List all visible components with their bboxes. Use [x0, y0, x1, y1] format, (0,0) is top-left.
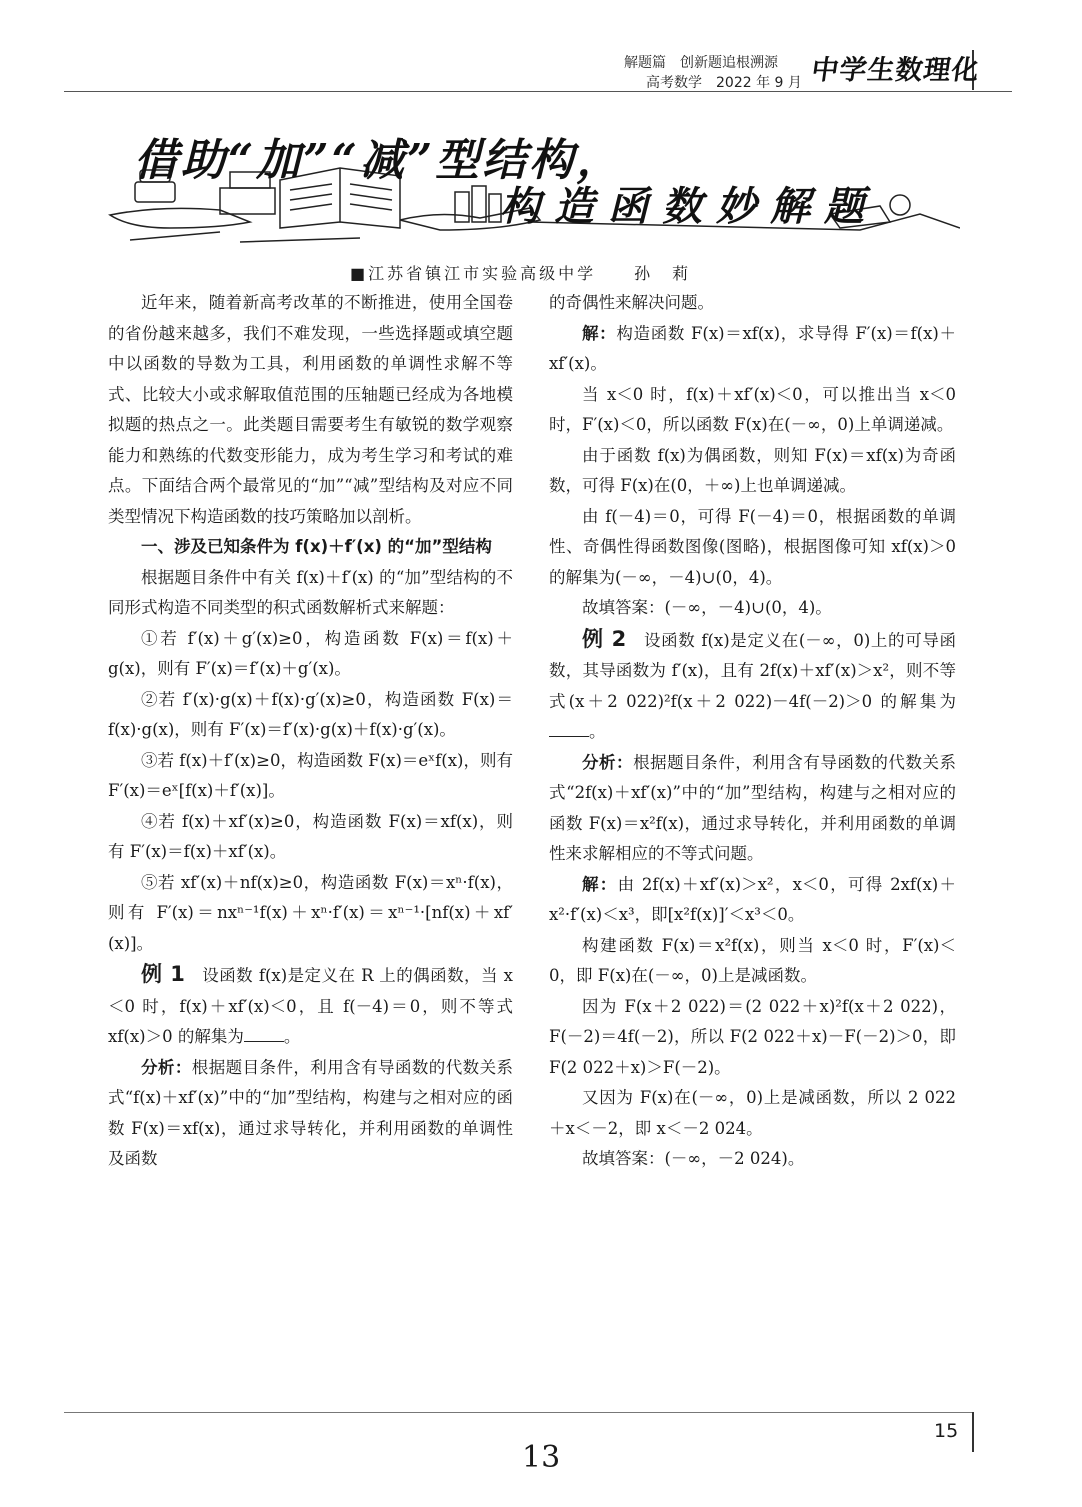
paragraph: 构建函数 F(x)＝x²f(x)，则当 x＜0 时，F′(x)＜0，即 F(x)在(－∞，0)上是减函数。 — [549, 935, 956, 985]
example-2-label: 例 2 — [582, 626, 627, 651]
analysis-label: 分析： — [141, 1057, 192, 1077]
paragraph: 根据题目条件中有关 f(x)＋f′(x) 的“加”型结构的不同形式构造不同类型的积式函数解析式来解题： — [108, 567, 513, 617]
case-1: ①若 f′(x)＋g′(x)≥0，构造函数 F(x)＝f(x)＋g(x)，则有 F′(x)＝f′(x)＋g′(x)。 — [108, 628, 513, 678]
analysis-text: 根据题目条件，利用含有导函数的代数关系式“f(x)＋xf′(x)”中的“加”型结构，构建与之相对应的函数 F(x)＝xf(x)，通过求导转化，并利用函数的单调性及函数 — [108, 1057, 514, 1168]
footer-divider — [972, 1412, 974, 1452]
case-5: ⑤若 xf′(x)＋nf(x)≥0，构造函数 F(x)＝xⁿ·f(x)，则有 F′(x)＝nxⁿ⁻¹f(x)＋xⁿ·f′(x)＝xⁿ⁻¹·[nf(x)＋xf′(x)]。 — [108, 872, 513, 953]
right-column — [549, 288, 956, 1175]
answer-blank — [244, 1027, 284, 1042]
solution-2 — [549, 870, 956, 931]
answer-blank — [549, 722, 589, 737]
case-2: ②若 f′(x)·g(x)＋f(x)·g′(x)≥0，构造函数 F(x)＝f(x)·g(x)，则有 F′(x)＝f′(x)·g(x)＋f(x)·g′(x)。 — [108, 689, 513, 739]
answer-1: 故填答案：(－∞，－4)∪(0，4)。 — [582, 598, 832, 617]
article-title-line1: 借助“加”“减”型结构， — [134, 135, 624, 186]
analysis-label: 分析： — [582, 752, 634, 772]
answer-2: 故填答案：(－∞，－2 024)。 — [582, 1149, 805, 1168]
example-1 — [108, 959, 513, 1053]
case-3: ③若 f(x)＋f′(x)≥0，构造函数 F(x)＝eˣf(x)，则有 F′(x)＝eˣ[f(x)＋f′(x)]。 — [108, 750, 513, 800]
page-number-small: 15 — [934, 1420, 959, 1442]
example-1-text: 设函数 f(x)是定义在 R 上的偶函数，当 x＜0 时，f(x)＋xf′(x)＜0，且 f(－4)＝0，则不等式 xf(x)＞0 的解集为 — [108, 966, 513, 1046]
paragraph: 由于函数 f(x)为偶函数，则知 F(x)＝xf(x)为奇函数，可得 F(x)在(0，＋∞)上也单调递减。 — [549, 445, 956, 495]
solution-text: 构造函数 F(x)＝xf(x)，求导得 F′(x)＝f(x)＋xf′(x)。 — [549, 323, 957, 373]
left-column — [108, 288, 513, 1175]
example-2-text: 设函数 f(x)是定义在(－∞，0)上的可导函数，其导函数为 f′(x)，且有 2f(x)＋xf′(x)＞x²，则不等式(x＋2 022)²f(x＋2 022)－4f(－2)＞0 的解集为 — [549, 630, 956, 711]
solution-1 — [549, 319, 956, 380]
header-issue: 高考数学 2022 年 9 月 — [646, 75, 802, 91]
paragraph: 因为 F(x＋2 022)＝(2 022＋x)²f(x＋2 022)，F(－2)＝4f(－2)，所以 F(2 022＋x)－F(－2)＞0，即 F(2 022＋x)＞F(－2)。 — [549, 996, 956, 1077]
header-section: 解题篇 创新题追根溯源 — [624, 55, 778, 71]
example-2 — [549, 624, 956, 748]
header-rule — [64, 91, 1012, 92]
example-1-tail: 。 — [283, 1027, 301, 1046]
paragraph: 由 f(－4)＝0，可得 F(－4)＝0，根据函数的单调性、奇偶性得函数图像(图略)，根据图像可知 xf(x)＞0 的解集为(－∞，－4)∪(0，4)。 — [549, 506, 956, 587]
author-byline: ■江苏省镇江市实验高级中学 孙 莉 — [350, 264, 692, 283]
example-1-label: 例 1 — [141, 962, 185, 986]
solution-text: 由 2f(x)＋xf′(x)＞x²，x＜0，可得 2xf(x)＋x²·f′(x)＜x³，即[x²f(x)]′＜x³＜0。 — [549, 874, 957, 924]
analysis-2 — [549, 748, 956, 870]
footer-rule — [64, 1412, 972, 1413]
solution-label: 解： — [582, 323, 617, 343]
paragraph: 又因为 F(x)在(－∞，0)上是减函数，所以 2 022＋x＜－2，即 x＜－2 024。 — [549, 1088, 956, 1138]
paragraph: 当 x＜0 时，f(x)＋xf′(x)＜0，可以推出当 x＜0 时，F′(x)＜0，所以函数 F(x)在(－∞，0)上单调递减。 — [549, 384, 956, 434]
magazine-logo: 中学生数理化 — [809, 55, 982, 86]
case-4: ④若 f(x)＋xf′(x)≥0，构造函数 F(x)＝xf(x)，则有 F′(x)＝f(x)＋xf′(x)。 — [108, 811, 513, 861]
solution-label: 解： — [582, 874, 618, 894]
page-number: 13 — [522, 1440, 561, 1475]
article-title-line2: 构造函数妙解题 — [500, 183, 878, 230]
intro-paragraph: 近年来，随着新高考改革的不断推进，使用全国卷的省份越来越多，我们不难发现，一些选择题或填空题中以函数的导数为工具，利用函数的单调性求解不等式、比较大小或求解取值范围的压轴题已经成为各地模拟题的热点之一。此类题目需要考生有敏锐的数学观察能力和熟练的代数变形能力，成为考生学习和考试的难点。下面结合两个最常见的“加”“减”型结构及对应不同类型情况下构造函数的技巧策略加以剖析。 — [108, 293, 513, 526]
section-heading-1: 一、涉及已知条件为 f(x)＋f′(x) 的“加”型结构 — [141, 537, 492, 556]
paragraph-continued: 的奇偶性来解决问题。 — [549, 293, 714, 312]
analysis-text: 根据题目条件，利用含有导函数的代数关系式“2f(x)＋xf′(x)”中的“加”型结构，构建与之相对应的函数 F(x)＝x²f(x)，通过求导转化，并利用函数的单调性来求解相应的不等式问题。 — [549, 752, 957, 863]
example-2-tail: 。 — [589, 722, 606, 741]
analysis-1 — [108, 1053, 513, 1175]
